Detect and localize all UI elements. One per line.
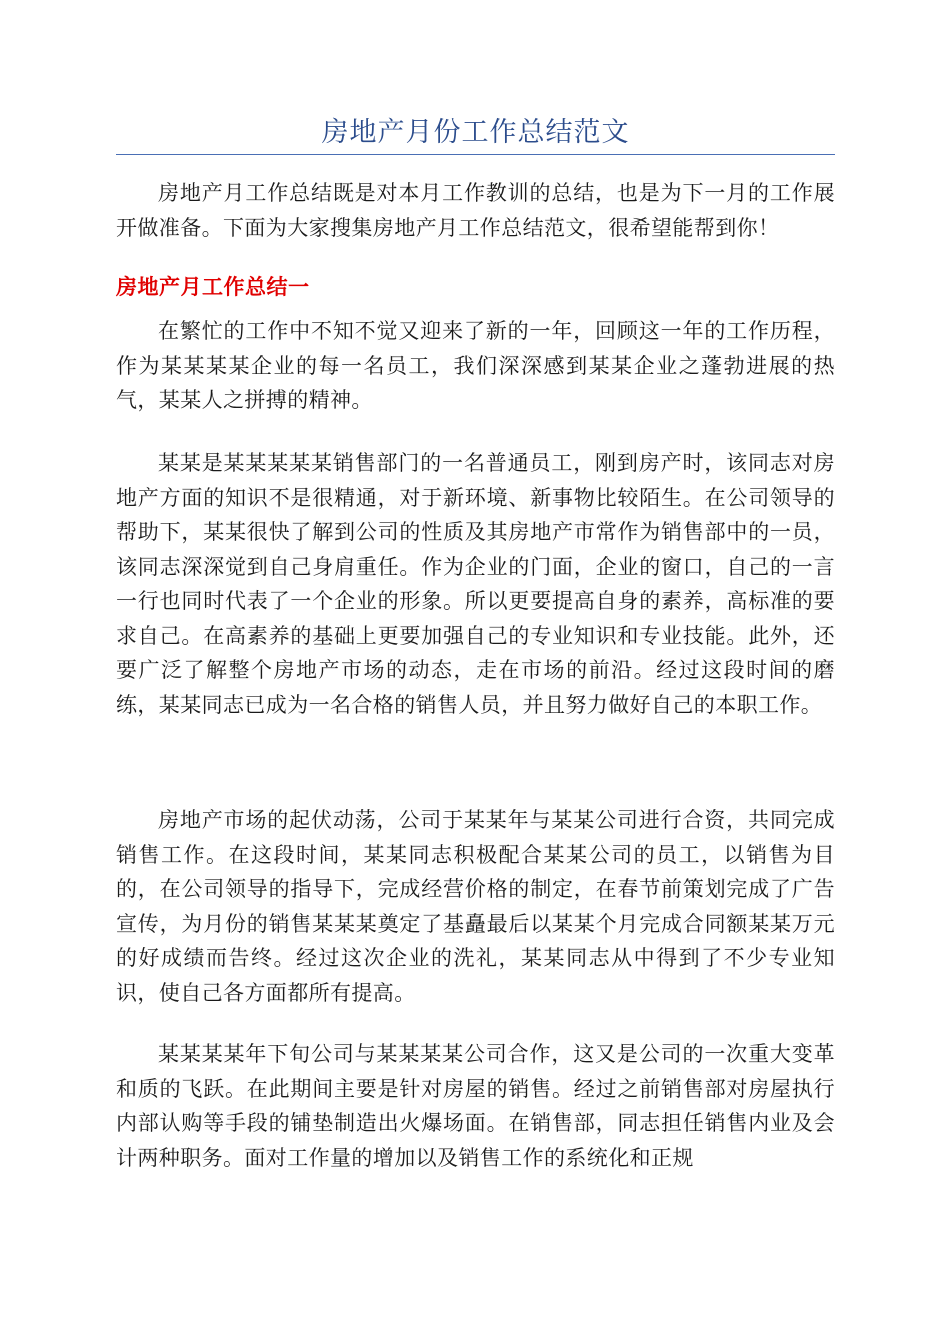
section-heading: 房地产月工作总结一: [116, 275, 310, 299]
body-paragraph: 在繁忙的工作中不知不觉又迎来了新的一年，回顾这一年的工作历程，作为某某某某企业的每一名员工，我们深深感到某某企业之蓬勃进展的热气，某某人之拼搏的精神。: [116, 319, 835, 412]
body-paragraph: 某某是某某某某某销售部门的一名普通员工，刚到房产时，该同志对房地产方面的知识不是很精通，对于新环境、新事物比较陌生。在公司领导的帮助下，某某很快了解到公司的性质及其房地产市常作为销售部中的一员，该同志深深觉到自己身肩重任。作为企业的门面，企业的窗口，自己的一言一行也同时代表了一个企业的形象。所以更要提高自身的素养，高标准的要求自己。在高素养的基础上更要加强自己的专业知识和专业技能。此外，还要广泛了解整个房地产市场的动态，走在市场的前沿。经过这段时间的磨练，某某同志已成为一名合格的销售人员，并且努力做好自己的本职工作。: [116, 451, 835, 717]
body-paragraph: 房地产市场的起伏动荡，公司于某某年与某某公司进行合资，共同完成销售工作。在这段时间，某某同志积极配合某某公司的员工，以销售为目的，在公司领导的指导下，完成经营价格的制定，在春节前策划完成了广告宣传，为月份的销售某某某奠定了基矗最后以某某个月完成合同额某某万元的好成绩而告终。经过这次企业的洗礼，某某同志从中得到了不少专业知识，使自己各方面都所有提高。: [116, 808, 835, 1005]
title-underline: [116, 154, 835, 155]
intro-paragraph: 房地产月工作总结既是对本月工作教训的总结，也是为下一月的工作展开做准备。下面为大家搜集房地产月工作总结范文，很希望能帮到你！: [116, 181, 835, 240]
body-paragraph: 某某某某年下旬公司与某某某某公司合作，这又是公司的一次重大变革和质的飞跃。在此期间主要是针对房屋的销售。经过之前销售部对房屋执行内部认购等手段的铺垫制造出火爆场面。在销售部，同志担任销售内业及会计两种职务。面对工作量的增加以及销售工作的系统化和正规: [116, 1042, 835, 1170]
document-title: 房地产月份工作总结范文: [321, 117, 630, 148]
